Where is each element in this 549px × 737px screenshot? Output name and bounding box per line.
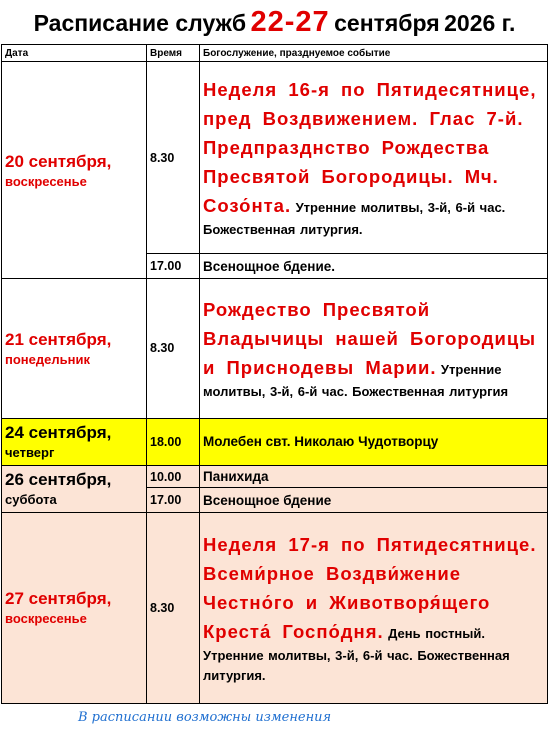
- header-time: Время: [147, 45, 200, 62]
- time-cell: 8.30: [147, 62, 200, 254]
- service-cell: Молебен свт. Николаю Чудотворцу: [200, 418, 548, 465]
- header-service: Богослужение, празднуемое событие: [200, 45, 548, 62]
- header-date: Дата: [2, 45, 147, 62]
- weekday-label: четверг: [5, 445, 55, 461]
- title-prefix: Расписание служб: [33, 10, 247, 36]
- page-title: [0, 6, 549, 40]
- weekday-label: воскресенье: [5, 173, 87, 189]
- table-header-row: [2, 45, 548, 62]
- title-dates: 22-27: [250, 6, 330, 38]
- service-detail: День постный. Утренние молитвы, 3-й, 6-й час. Божественная литургия.: [203, 625, 510, 683]
- table-row: [2, 512, 548, 703]
- date-label: 21 сентября,: [5, 329, 112, 349]
- table-row: [2, 62, 548, 254]
- schedule-table: [1, 44, 548, 704]
- time-cell: 8.30: [147, 512, 200, 703]
- title-month: сентября: [334, 10, 440, 36]
- service-cell: [200, 512, 548, 703]
- date-cell: [2, 62, 147, 279]
- service-cell: Всенощное бдение.: [200, 254, 548, 279]
- time-cell: 18.00: [147, 418, 200, 465]
- service-cell: Панихида: [200, 465, 548, 487]
- date-label: 26 сентября,: [5, 470, 112, 490]
- weekday-label: суббота: [5, 492, 57, 508]
- service-cell: Всенощное бдение: [200, 488, 548, 513]
- date-cell: [2, 512, 147, 703]
- date-cell: [2, 278, 147, 418]
- time-cell: 17.00: [147, 254, 200, 279]
- time-cell: 10.00: [147, 465, 200, 487]
- weekday-label: понедельник: [5, 351, 90, 367]
- time-cell: 17.00: [147, 488, 200, 513]
- table-row: [2, 418, 548, 465]
- weekday-label: воскресенье: [5, 611, 87, 627]
- date-label: 24 сентября,: [5, 423, 112, 443]
- date-label: 20 сентября,: [5, 151, 112, 171]
- date-label: 27 сентября,: [5, 589, 112, 609]
- time-cell: 8.30: [147, 278, 200, 418]
- date-cell: [2, 418, 147, 465]
- service-cell: [200, 278, 548, 418]
- schedule-change-note: В расписании возможны изменения: [78, 710, 332, 725]
- title-year: 2026 г.: [444, 10, 516, 36]
- service-title: Неделя 16-я по Пятидесятнице, пред Воздвижением. Глас 7-й. Предпразднство Рождества Пресвятой Богородицы. Мч. Созо́нта.: [203, 79, 537, 217]
- service-title: Рождество Пресвятой Владычицы нашей Богородицы и Приснодевы Марии.: [203, 298, 537, 378]
- date-cell: [2, 465, 147, 512]
- service-detail: Утренние молитвы, 3-й, 6-й час. Божественная литургия: [203, 361, 509, 399]
- table-row: [2, 278, 548, 418]
- service-title: Неделя 17-я по Пятидесятнице. Всеми́рное Воздви́жение Честно́го и Животворя́щего Креста́ Госпо́дня.: [203, 533, 537, 642]
- service-cell: [200, 62, 548, 254]
- table-row: [2, 465, 548, 487]
- service-detail: Утренние молитвы, 3-й, 6-й час. Божественная литургия.: [203, 200, 506, 238]
